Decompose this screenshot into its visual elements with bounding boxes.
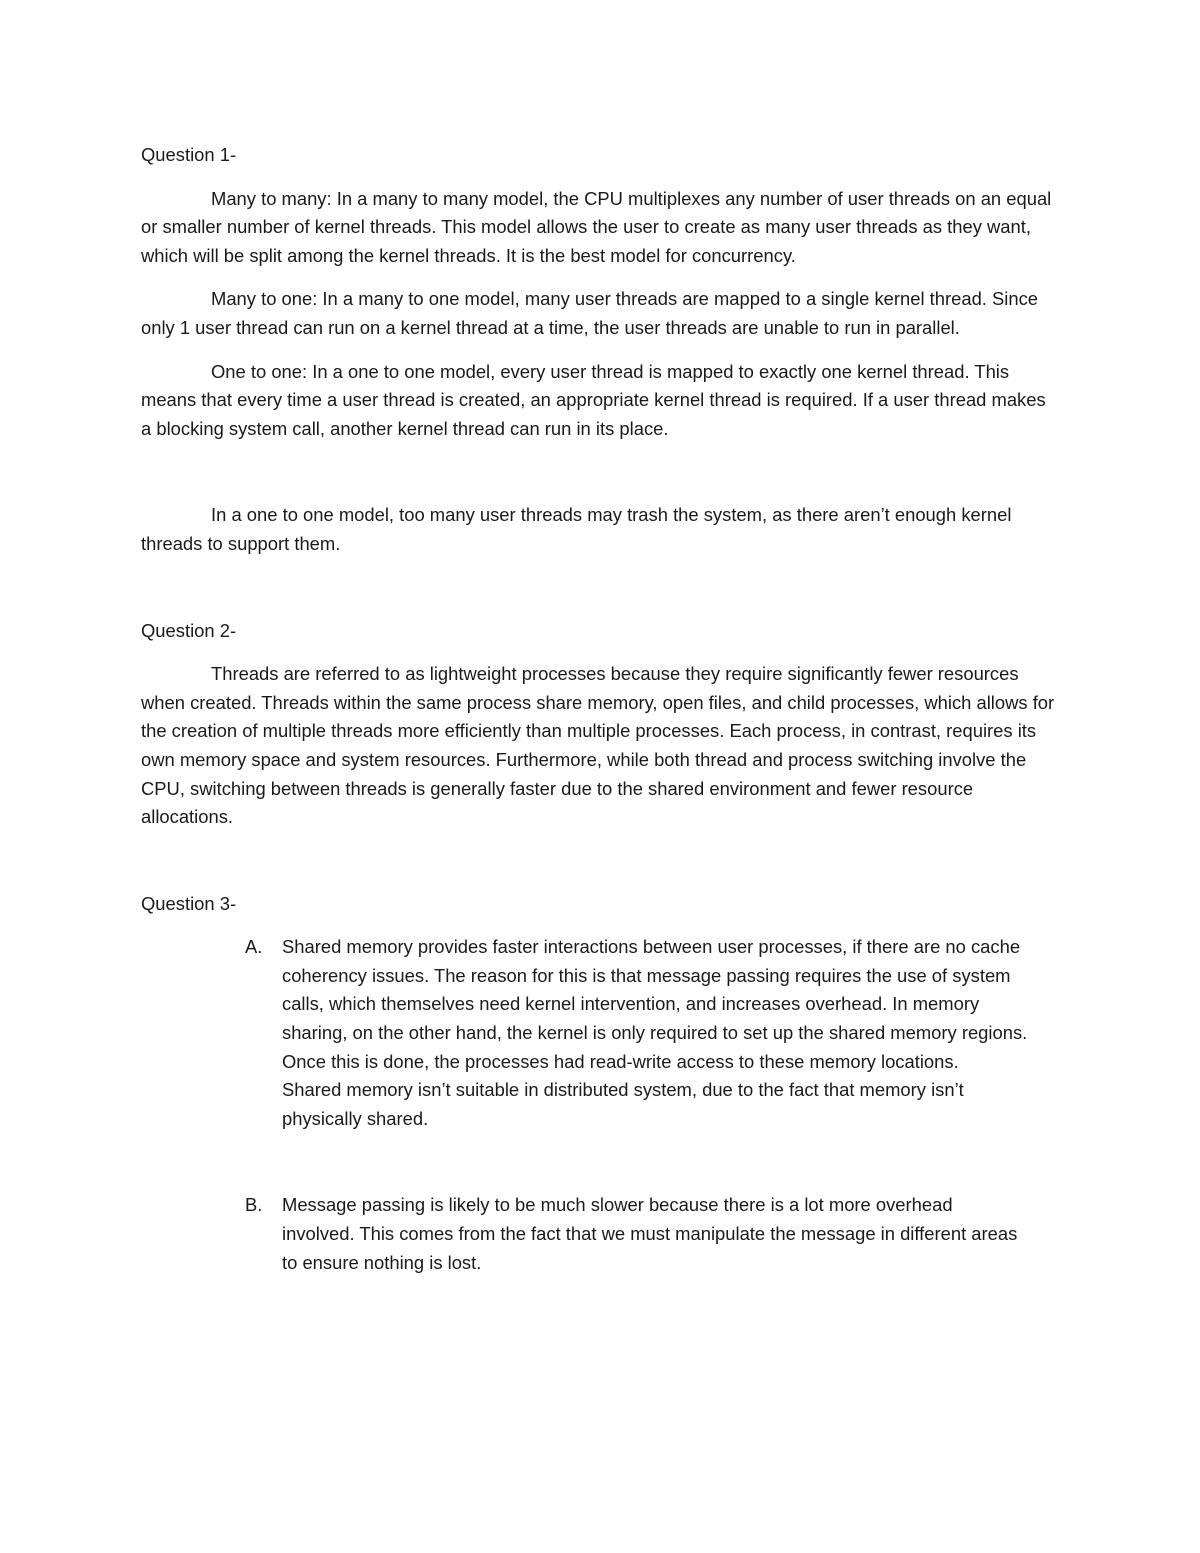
q1-many-to-one-paragraph: Many to one: In a many to one model, many user threads are mapped to a single kernel thread. Since only 1 user thread can run on a kernel thread at a time, the user threads are unable to run in parallel. xyxy=(141,288,1039,338)
question-3-heading: Question 3- xyxy=(141,892,237,914)
q1-one-to-one-paragraph: One to one: In a one to one model, every user thread is mapped to exactly one kernel thread. This means that every time a user thread is created, an appropriate kernel thread is required. If a user thread makes a blocking system call, another kernel thread can run in its place. xyxy=(141,360,1046,439)
q3-item-b-marker: B. xyxy=(245,1194,263,1216)
q3-item-a-text-continued: Shared memory isn’t suitable in distributed system, due to the fact that memory isn’t physically shared. xyxy=(282,1079,964,1129)
question-2-heading: Question 2- xyxy=(141,619,237,641)
q3-item-a-text: Shared memory provides faster interactions between user processes, if there are no cache coherency issues. The reason for this is that message passing requires the use of system calls, which themselves need kernel intervention, and increases overhead. In memory sharing, on the other hand, the kernel is only required to set up the shared memory regions. Once this is done, the processes had read-write access to these memory locations. xyxy=(282,936,1028,1072)
q3-item-b-text: Message passing is likely to be much slower because there is a lot more overhead involved. This comes from the fact that we must manipulate the message in different areas to ensure nothing is lost. xyxy=(282,1194,1018,1273)
q3-item-a xyxy=(141,933,1047,1133)
q3-item-b xyxy=(141,1191,1027,1277)
q1-one-to-one-drawback-paragraph: In a one to one model, too many user threads may trash the system, as there aren’t enough kernel threads to support them. xyxy=(141,504,1012,554)
q2-lightweight-processes-paragraph: Threads are referred to as lightweight processes because they require significantly fewer resources when created. Threads within the same process share memory, open files, and child processes, which allows for the creation of multiple threads more efficiently than multiple processes. Each process, in contrast, requires its own memory space and system resources. Furthermore, while both thread and process switching involve the CPU, switching between threads is generally faster due to the shared environment and fewer resource allocations. xyxy=(141,663,1055,828)
q3-answer-list xyxy=(141,933,1061,1277)
document-body xyxy=(141,141,1061,1277)
q3-item-a-marker: A. xyxy=(245,936,263,958)
question-1-heading: Question 1- xyxy=(141,144,237,165)
q1-many-to-many-paragraph: Many to many: In a many to many model, the CPU multiplexes any number of user threads on an equal or smaller number of kernel threads. This model allows the user to create as many user threads as they want, which will be split among the kernel threads. It is the best model for concurrency. xyxy=(141,187,1052,266)
